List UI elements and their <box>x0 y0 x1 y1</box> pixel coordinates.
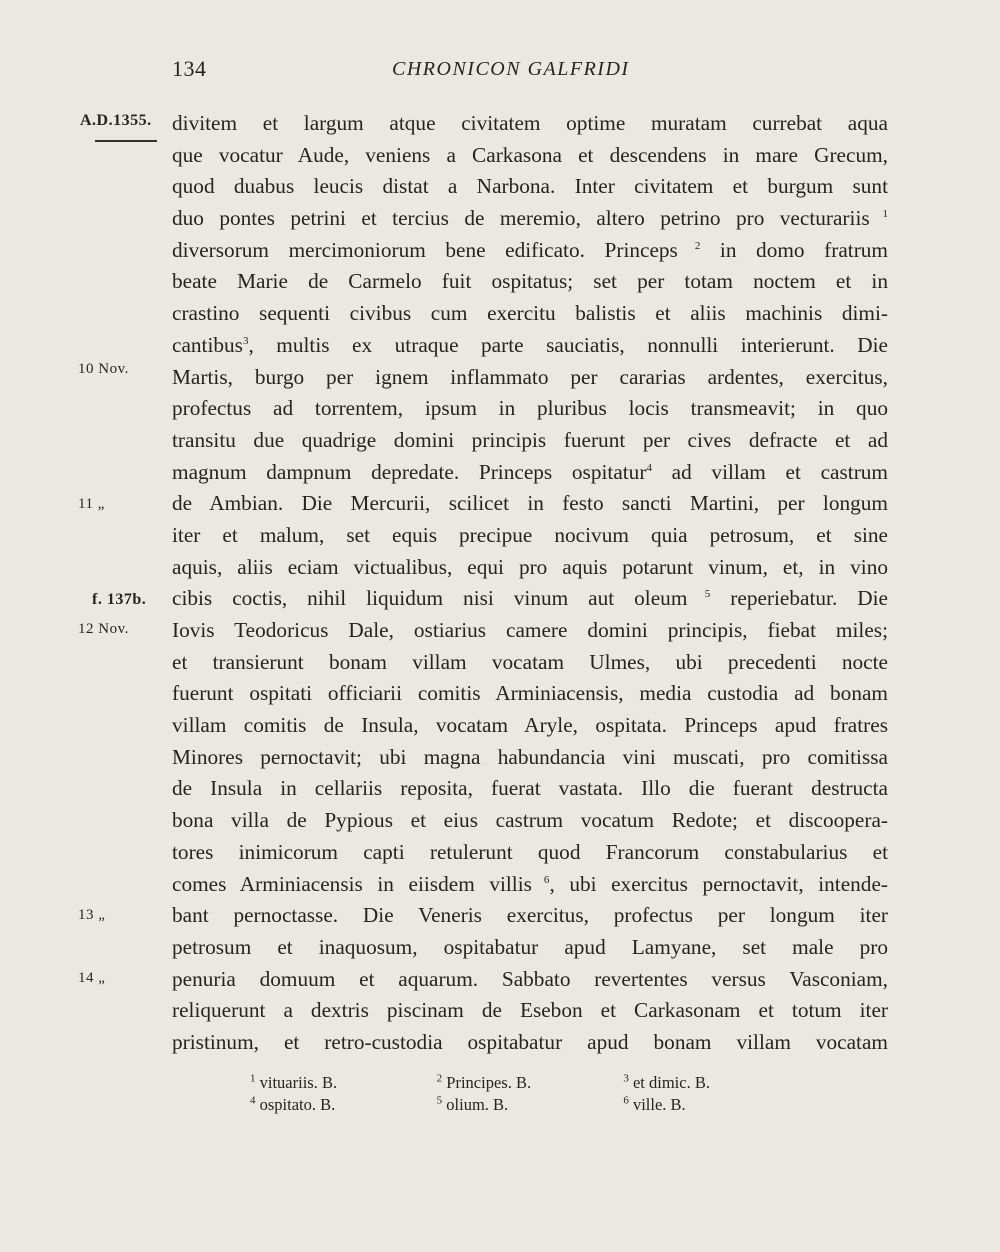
footnote: $^3$ et dimic. B. <box>623 1072 710 1092</box>
text-line: penuria domuum et aquarum. Sabbato revertentes versus Vasconiam, <box>172 966 888 991</box>
text-line: bona villa de Pypious et eius castrum vocatum Redote; et discoopera- <box>172 808 888 833</box>
margin-date-13: 13 „ <box>78 907 106 923</box>
running-title: CHRONICON GALFRIDI <box>392 58 630 80</box>
footnotes <box>250 1072 810 1116</box>
footnote-row <box>250 1072 810 1094</box>
text-line: fuerunt ospitati officiarii comitis Arminiacensis, media custodia ad bonam <box>172 681 888 706</box>
text-line: cibis coctis, nihil liquidum nisi vinum aut oleum $^5$ reperiebatur. Die <box>172 586 889 611</box>
footnote-ref: 5 <box>687 588 711 601</box>
text-line: cantibus$^3$, multis ex utraque parte sauciatis, nonnulli interierunt. Die <box>172 332 888 357</box>
year-rule <box>95 140 157 142</box>
text-line: tores inimicorum capti retulerunt quod Francorum constabularius et <box>172 839 888 864</box>
text-line: Martis, burgo per ignem inflammato per cararias ardentes, exercitus, <box>172 364 888 389</box>
footnote: $^1$ vituariis. B. <box>250 1072 338 1092</box>
footnote: $^2$ Principes. B. <box>436 1072 532 1092</box>
text-line: iter et malum, set equis precipue nocivum quia petrosum, et sine <box>172 522 888 547</box>
margin-date-14: 14 „ <box>78 970 106 986</box>
footnote: $^4$ ospitato. B. <box>250 1094 336 1114</box>
text-line: petrosum et inaquosum, ospitabatur apud Lamyane, set male pro <box>172 934 888 959</box>
footnote-row <box>250 1094 810 1116</box>
text-line: comes Arminiacensis in eiisdem villis $^6$, ubi exercitus pernoctavit, intende- <box>172 871 889 896</box>
text-line: diversorum mercimoniorum bene edificato. Princeps $^2$ in domo fratrum <box>172 237 888 262</box>
text-line: aquis, aliis eciam victualibus, equi pro aquis potarunt vinum, et, in vino <box>172 554 888 579</box>
margin-folio: f. 137b. <box>92 591 147 608</box>
text-line: de Ambian. Die Mercurii, scilicet in festo sancti Martini, per longum <box>172 491 888 516</box>
text-line: pristinum, et retro-custodia ospitabatur apud bonam villam vocatam <box>172 1029 888 1054</box>
text-line: divitem et largum atque civitatem optime muratam currebat aqua <box>172 111 888 135</box>
main-text <box>172 108 888 1059</box>
footnote-ref: 1 <box>869 207 888 220</box>
text-line: bant pernoctasse. Die Veneris exercitus, profectus per longum iter <box>172 903 888 928</box>
footnote-ref: 2 <box>677 239 701 252</box>
footnote-ref: 6 <box>531 873 550 886</box>
footnote: $^6$ ville. B. <box>623 1094 686 1114</box>
margin-date-10-nov: 10 Nov. <box>78 361 129 377</box>
text-line: quod duabus leucis distat a Narbona. Inter civitatem et burgum sunt <box>172 174 888 199</box>
text-line: reliquerunt a dextris piscinam de Esebon et Carkasonam et totum iter <box>172 998 888 1023</box>
footnote: $^5$ olium. B. <box>436 1094 509 1114</box>
margin-date-11: 11 „ <box>78 496 105 512</box>
text-line: magnum dampnum depredate. Princeps ospitatur$^4$ ad villam et castrum <box>172 459 888 484</box>
text-line: que vocatur Aude, veniens a Carkasona et descendens in mare Grecum, <box>172 142 888 167</box>
text-line: villam comitis de Insula, vocatam Aryle, ospitata. Princeps apud fratres <box>172 713 888 738</box>
text-line: profectus ad torrentem, ipsum in pluribus locis transmeavit; in quo <box>172 396 888 421</box>
footnote-ref: 3 <box>242 334 249 347</box>
margin-year: A.D.1355. <box>80 112 152 129</box>
text-line: crastino sequenti civibus cum exercitu balistis et aliis machinis dimi- <box>172 301 888 326</box>
text-line: et transierunt bonam villam vocatam Ulmes, ubi precedenti nocte <box>172 649 888 674</box>
text-line: Minores pernoctavit; ubi magna habundancia vini muscati, pro comitissa <box>172 744 888 769</box>
text-line: duo pontes petrini et tercius de meremio, altero petrino pro vecturariis $^1$ <box>172 206 888 231</box>
text-line: de Insula in cellariis reposita, fuerat vastata. Illo die fuerant destructa <box>172 776 888 801</box>
text-line: Iovis Teodoricus Dale, ostiarius camere domini principis, fiebat miles; <box>172 618 888 642</box>
text-line: beate Marie de Carmelo fuit ospitatus; set per totam noctem et in <box>172 269 888 294</box>
margin-date-12-nov: 12 Nov. <box>78 621 129 637</box>
text-line: transitu due quadrige domini principis fuerunt per cives defracte et ad <box>172 427 888 452</box>
page-number: 134 <box>172 56 207 81</box>
footnote-ref: 4 <box>646 461 652 474</box>
